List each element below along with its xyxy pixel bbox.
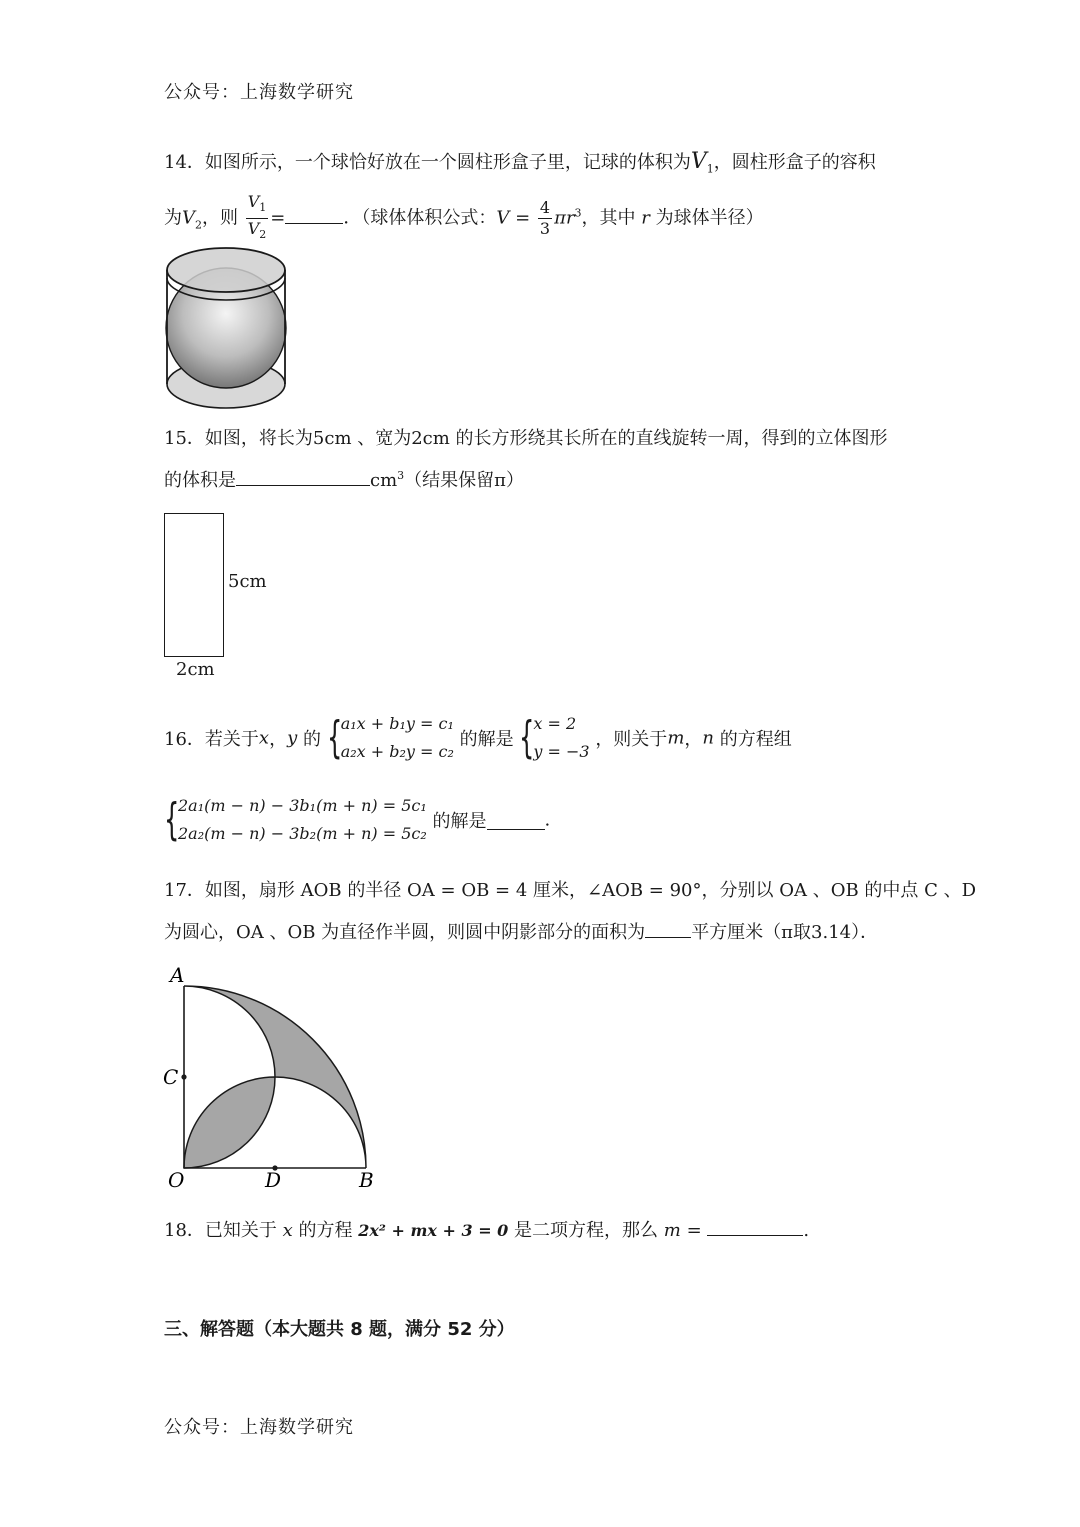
- question-17-line-1: [164, 876, 976, 902]
- page-footer: 公众号：上海数学研究: [164, 1417, 354, 1438]
- question-text: 若关于: [204, 729, 259, 750]
- math-var: V: [182, 207, 195, 229]
- question-text: ，则: [202, 207, 238, 229]
- question-text: ，圆柱形盒子的容积: [713, 152, 876, 173]
- frac-num-sub: 1: [259, 201, 267, 215]
- equation-system: [327, 710, 454, 766]
- question-text: ，则关于: [595, 729, 668, 750]
- unit-sup: 3: [397, 469, 405, 482]
- answer-blank[interactable]: [285, 205, 343, 224]
- question-text: （结果保留π）: [404, 470, 524, 491]
- page-header: 公众号：上海数学研究: [164, 82, 354, 103]
- rectangle-length-label: 5cm: [228, 571, 267, 592]
- section-title: 三、解答题（本大题共 8 题，满分 52 分）: [164, 1319, 515, 1340]
- question-text: ．（球体体积公式：: [343, 207, 497, 229]
- question-number: 18．: [164, 1220, 205, 1241]
- rectangle-width-label: 2cm: [176, 659, 215, 680]
- question-text: 为: [164, 207, 182, 229]
- point-label-o: O: [168, 1168, 185, 1192]
- rectangle-figure: [164, 513, 224, 657]
- answer-blank[interactable]: [707, 1217, 803, 1236]
- solution-system: [519, 710, 589, 766]
- math-var: m: [663, 1220, 681, 1241]
- frac-den: V: [247, 219, 260, 239]
- question-number: 17．: [164, 880, 205, 901]
- question-text: ，: [269, 729, 288, 750]
- math-var: m: [667, 727, 685, 749]
- answer-blank[interactable]: [487, 811, 545, 830]
- math-eq: =: [270, 207, 286, 229]
- question-text: 的解是: [432, 811, 487, 832]
- question-number: 16．: [164, 729, 205, 750]
- question-text: ，: [684, 729, 703, 750]
- math-expr: πr: [554, 207, 575, 229]
- math-eq: =: [680, 1220, 708, 1241]
- question-18: [164, 1216, 809, 1242]
- question-text: 的方程组: [713, 729, 792, 750]
- question-14-line-1: [164, 148, 876, 176]
- frac-num: 4: [539, 198, 551, 218]
- brace-icon: {: [519, 712, 535, 763]
- question-text: 为球体半径）: [649, 207, 764, 229]
- question-14-line-2: [164, 192, 764, 245]
- question-text: .: [803, 1220, 810, 1241]
- frac-den: 3: [539, 219, 551, 239]
- point-label-c: C: [163, 1065, 179, 1089]
- question-text: 已知关于: [204, 1220, 283, 1241]
- point-label-a: A: [170, 963, 185, 987]
- math-var: V: [690, 149, 707, 174]
- question-text: 的: [297, 729, 321, 750]
- point-label-d: D: [265, 1168, 282, 1192]
- question-text: 如图，将长为5cm 、宽为2cm 的长方形绕其长所在的直线旋转一周，得到的立体图形: [204, 428, 888, 449]
- math-var: V: [496, 207, 510, 229]
- answer-blank[interactable]: [236, 467, 370, 486]
- math-var: y: [287, 727, 298, 749]
- equation-row: y = −3: [533, 742, 590, 761]
- math-equation: 2x² + mx + 3 = 0: [358, 1221, 509, 1240]
- brace-icon: {: [326, 712, 343, 763]
- math-var: x: [282, 1220, 293, 1241]
- question-text: 平方厘米（π取3.14）．: [691, 922, 879, 943]
- question-text: .: [544, 809, 551, 831]
- equation-row: x = 2: [533, 714, 577, 733]
- question-16-line-2: [164, 792, 550, 848]
- question-text: 的解是: [459, 729, 514, 750]
- equation-row: a₁x + b₁y = c₁: [340, 714, 454, 733]
- question-15-line-1: [164, 424, 888, 450]
- question-number: 14．: [164, 152, 205, 173]
- question-16-line-1: [164, 710, 792, 766]
- question-text: 的体积是: [164, 470, 236, 491]
- equation-row: a₂x + b₂y = c₂: [340, 742, 454, 761]
- math-eq: =: [509, 207, 536, 229]
- unit: cm: [370, 470, 398, 491]
- math-var: n: [702, 727, 714, 749]
- question-text: ，其中: [581, 207, 642, 229]
- frac-num: V: [247, 192, 260, 211]
- sphere-in-cylinder-figure: [160, 244, 294, 414]
- math-sub: 2: [195, 218, 202, 232]
- question-text: 如图所示，一个球恰好放在一个圆柱形盒子里，记球的体积为: [204, 152, 691, 173]
- question-17-line-2: [164, 918, 878, 944]
- point-label-b: B: [359, 1168, 374, 1192]
- brace-icon: {: [164, 794, 180, 845]
- question-15-line-2: [164, 466, 524, 492]
- sector-semicircles-figure: [160, 962, 380, 1192]
- equation-row: 2a₁(m − n) − 3b₁(m + n) = 5c₁: [178, 796, 427, 815]
- frac-den-sub: 2: [259, 228, 267, 242]
- question-number: 15．: [164, 428, 205, 449]
- question-text: 是二项方程，那么: [508, 1220, 664, 1241]
- math-var: x: [258, 727, 270, 749]
- question-text: 如图，扇形 AOB 的半径 OA = OB = 4 厘米，∠AOB = 90°，分别以 OA 、OB 的中点 C 、D: [204, 880, 977, 901]
- equation-row: 2a₂(m − n) − 3b₂(m + n) = 5c₂: [178, 824, 427, 843]
- math-sub: 1: [706, 162, 714, 176]
- equation-system: [164, 792, 427, 848]
- answer-blank[interactable]: [645, 919, 691, 938]
- math-sup: 3: [574, 206, 582, 220]
- question-text: 的方程: [292, 1220, 359, 1241]
- question-text: 为圆心，OA 、OB 为直径作半圆，则圆中阴影部分的面积为: [164, 922, 646, 943]
- fraction: [246, 192, 269, 245]
- math-var: r: [641, 207, 650, 229]
- fraction: [538, 198, 552, 239]
